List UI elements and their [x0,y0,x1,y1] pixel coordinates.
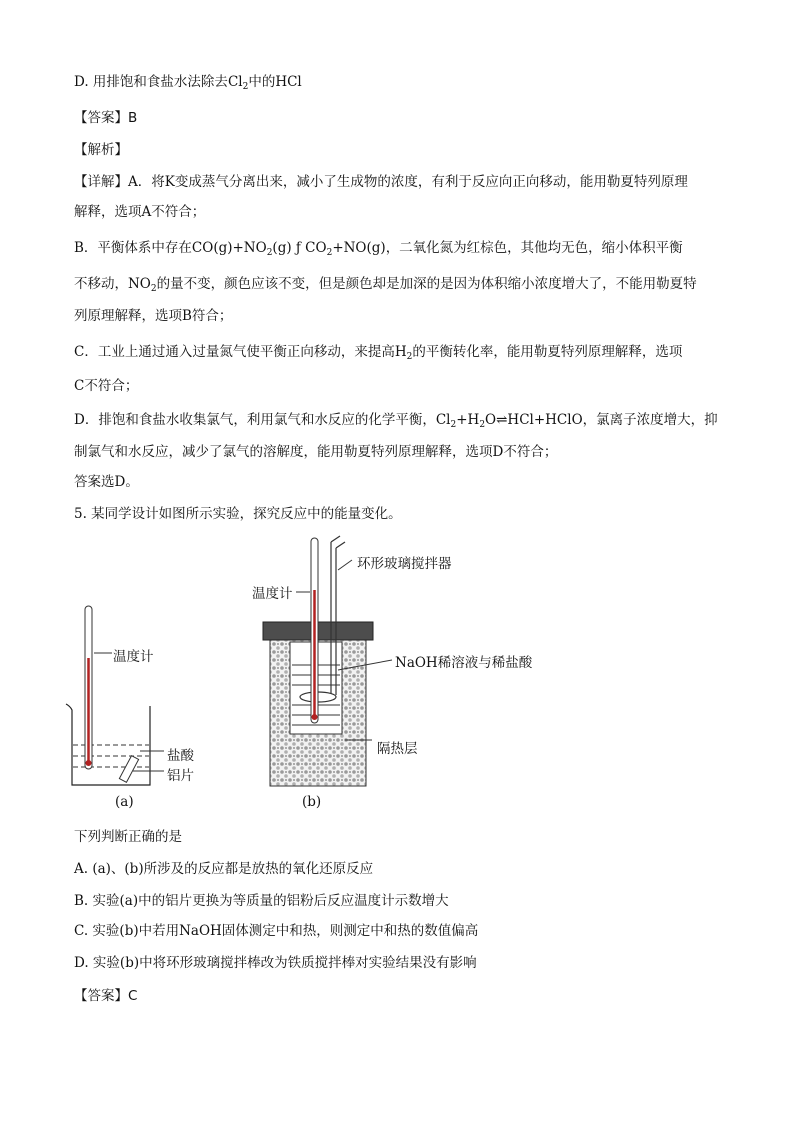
caption-a: (a) [115,794,134,810]
prev-answer: 【答案】B [74,110,138,126]
label-solution: NaOH稀溶液与稀盐酸 [395,655,533,671]
no2-sub: 2 [266,248,273,258]
detail-b-line3: 列原理解释，选项B符合； [74,308,233,324]
detail-b-line1 [74,238,683,263]
label-insulation: 隔热层 [377,741,418,757]
option-d: D. 实验(b)中将环形玻璃搅拌棒改为铁质搅拌棒对实验结果没有影响 [74,955,477,971]
thermometer-b [311,538,318,723]
cl2-formula [228,74,248,90]
label-thermometer-b: 温度计 [252,586,293,602]
detail-b-eq-part2: (g) ƒ CO [272,240,327,256]
option-c: C. 实验(b)中若用NaOH固体测定中和热，则测定中和热的数值偏高 [74,923,479,939]
detail-d-line1 [74,410,718,435]
prev-option-d-text-b: 中的HCl [248,74,302,90]
label-acid: 盐酸 [167,748,194,764]
detail-a-line1: 【详解】A．将K变成蒸气分离出来，减小了生成物的浓度，有利于反应向正向移动，能用勒夏特列原理 [74,174,688,190]
cl2-sub: 2 [242,82,249,92]
detail-d-line2: 制氯气和水反应，减少了氯气的溶解度，能用勒夏特列原理解释，选项D不符合； [74,444,558,460]
prev-option-d-text-a: D. 用排饱和食盐水法除去 [74,74,228,90]
cl2-sub-2: 2 [450,420,457,430]
acid-liquid-lines [73,745,149,767]
label-thermometer-a: 温度计 [113,649,154,665]
label-aluminium: 铝片 [167,768,194,784]
detail-b-line2 [74,274,697,299]
detail-d-c: O⇌HCl+HClO，氯离子浓度增大，抑 [485,412,718,428]
calorimeter-b [263,536,392,786]
detail-a-line2: 解释，选项A不符合； [74,204,206,220]
detail-c-b: 的平衡转化率，能用勒夏特列原理解释，选项 [412,344,683,360]
co2-sub: 2 [326,248,333,258]
label-stirrer: 环形玻璃搅拌器 [357,556,452,572]
h2-sub: 2 [406,352,413,362]
option-b: B. 实验(a)中的铝片更换为等质量的铝粉后反应温度计示数增大 [74,893,449,909]
detail-c-a: C．工业上通过通入过量氮气使平衡正向移动，来提高 [74,344,395,360]
detail-c-line2: C不符合； [74,378,139,394]
detail-b-eq-part1: CO(g)+NO [191,240,267,256]
detail-b-suffix: ，二氧化氮为红棕色，其他均无色，缩小体积平衡 [385,240,683,256]
beaker-a [66,606,164,785]
detail-d-a: D．排饱和食盐水收集氯气，利用氯气和水反应的化学平衡，Cl [74,412,451,428]
option-a: A. (a)、(b)所涉及的反应都是放热的氧化还原反应 [74,861,374,877]
h2-formula: H [394,344,407,360]
thermometer-a [85,606,92,769]
h2o-sub: 2 [479,420,486,430]
detail-b2-b: 的量不变，颜色应该不变，但是颜色却是加深的是因为体积缩小浓度增大了，不能用勒夏特 [156,276,697,292]
analysis-heading: 【解析】 [74,142,128,158]
experiment-figure [0,530,794,820]
cl2-formula-text: Cl [227,74,243,90]
detail-c-line1 [74,342,682,367]
prev-option-d [74,72,302,97]
answer: 【答案】C [74,988,138,1004]
question-5: 5. 某同学设计如图所示实验，探究反应中的能量变化。 [74,506,402,522]
detail-b-eq-part3: +NO(g) [332,240,386,256]
answer-choose-d: 答案选D。 [74,474,139,490]
detail-d-b: +H [456,412,480,428]
detail-b2-a: 不移动，NO [74,276,151,292]
detail-b-prefix: B．平衡体系中存在 [74,240,192,256]
question-prompt: 下列判断正确的是 [74,829,182,845]
aluminium-piece [119,756,138,783]
caption-b: (b) [302,794,322,810]
no2-sub-2: 2 [150,284,157,294]
